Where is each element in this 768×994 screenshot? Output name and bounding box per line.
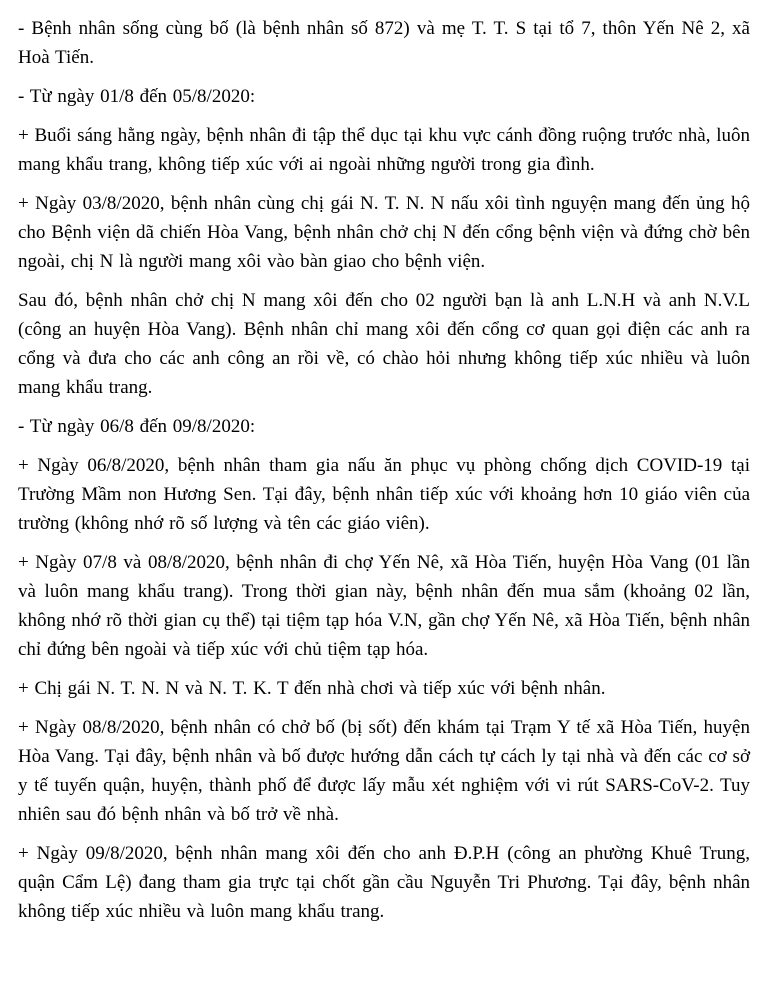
- paragraph-morning-exercise: + Buổi sáng hằng ngày, bệnh nhân đi tập thể dục tại khu vực cánh đồng ruộng trước nhà, luôn mang khẩu trang, không tiếp xúc với ai ngoài những người trong gia đình.: [18, 125, 750, 175]
- paragraph-aug9-xoi-checkpoint: + Ngày 09/8/2020, bệnh nhân mang xôi đến cho anh Đ.P.H (công an phường Khuê Trung, quận Cẩm Lệ) đang tham gia trực tại chốt gần cầu Nguyễn Tri Phương. Tại đây, bệnh nhân không tiếp xúc nhiều và luôn mang khẩu trang.: [18, 843, 750, 922]
- paragraph-sisters-visit: + Chị gái N. T. N. N và N. T. K. T đến nhà chơi và tiếp xúc với bệnh nhân.: [18, 678, 606, 699]
- paragraph-aug8-health-station: + Ngày 08/8/2020, bệnh nhân có chở bố (bị sốt) đến khám tại Trạm Y tế xã Hòa Tiến, huyện Hòa Vang. Tại đây, bệnh nhân và bố được hướng dẫn cách tự cách ly tại nhà và đến các cơ sở y tế tuyến quận, huyện, thành phố để được lấy mẫu xét nghiệm với vi rút SARS-CoV-2. Tuy nhiên sau đó bệnh nhân và bố trở về nhà.: [18, 717, 750, 825]
- paragraph-date-range-heading-1: - Từ ngày 01/8 đến 05/8/2020:: [18, 86, 256, 107]
- paragraph-date-range-heading-2: - Từ ngày 06/8 đến 09/8/2020:: [18, 416, 256, 437]
- paragraph-aug6-cooking-school: + Ngày 06/8/2020, bệnh nhân tham gia nấu ăn phục vụ phòng chống dịch COVID-19 tại Trường Mầm non Hương Sen. Tại đây, bệnh nhân tiếp xúc với khoảng hơn 10 giáo viên của trường (không nhớ rõ số lượng và tên các giáo viên).: [18, 455, 750, 534]
- paragraph-xoi-police-friends: Sau đó, bệnh nhân chở chị N mang xôi đến cho 02 người bạn là anh L.N.H và anh N.V.L (công an huyện Hòa Vang). Bệnh nhân chỉ mang xôi đến cổng cơ quan gọi điện các anh ra cổng và đưa cho các anh công an rồi về, có chào hỏi nhưng không tiếp xúc nhiều và luôn mang khẩu trang.: [18, 290, 750, 398]
- paragraph-patient-residence: - Bệnh nhân sống cùng bố (là bệnh nhân số 872) và mẹ T. T. S tại tổ 7, thôn Yến Nê 2, xã Hoà Tiến.: [18, 18, 750, 68]
- paragraph-aug3-xoi-hospital: + Ngày 03/8/2020, bệnh nhân cùng chị gái N. T. N. N nấu xôi tình nguyện mang đến ủng hộ cho Bệnh viện dã chiến Hòa Vang, bệnh nhân chở chị N đến cổng bệnh viện và đứng chờ bên ngoài, chị N là người mang xôi vào bàn giao cho bệnh viện.: [18, 193, 750, 272]
- paragraph-aug7-8-market: + Ngày 07/8 và 08/8/2020, bệnh nhân đi chợ Yến Nê, xã Hòa Tiến, huyện Hòa Vang (01 lần và luôn mang khẩu trang). Trong thời gian này, bệnh nhân đến mua sắm (khoảng 02 lần, không nhớ rõ thời gian cụ thể) tại tiệm tạp hóa V.N, gần chợ Yến Nê, xã Hòa Tiến, bệnh nhân chỉ đứng bên ngoài và tiếp xúc với chủ tiệm tạp hóa.: [18, 552, 750, 660]
